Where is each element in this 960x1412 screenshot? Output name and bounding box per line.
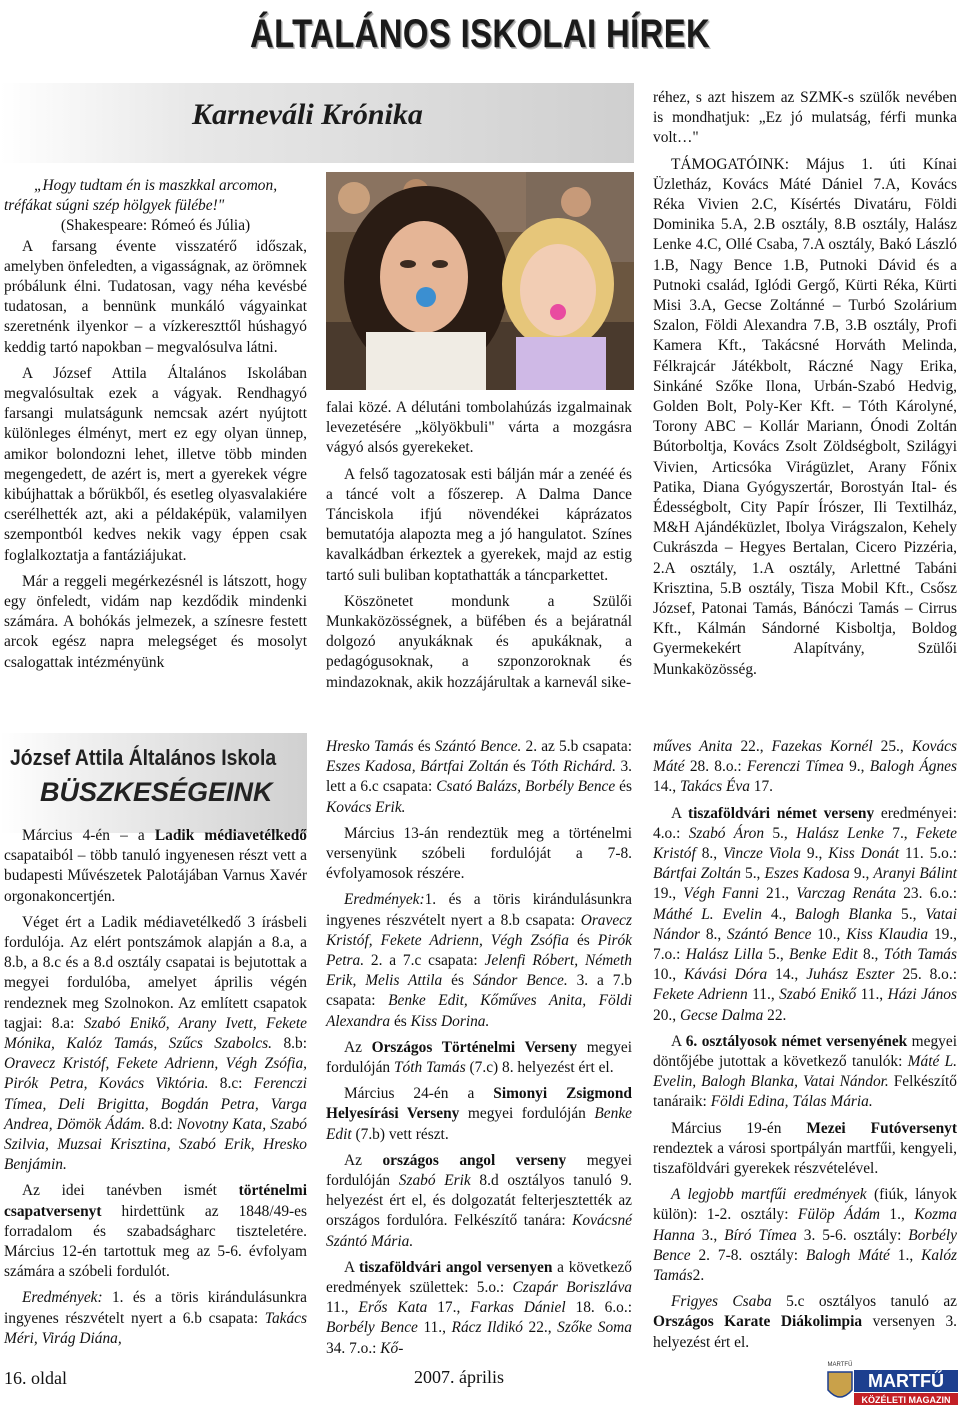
- text-run: 17.: [749, 778, 773, 796]
- text-run: Március 4-én – a: [22, 827, 155, 844]
- italic-name: Tóth Richárd.: [530, 758, 616, 776]
- text-run: 19.,: [653, 885, 684, 903]
- text-run: 2. 7-8. osztály:: [690, 1246, 806, 1264]
- text-run: 1. és a töris kirándulásunkra ingyenes részvételt nyert a 6.b csapata:: [4, 1289, 307, 1327]
- article1-column-1: [4, 176, 307, 679]
- italic-name: Hresko Tamás: [326, 738, 414, 755]
- italic-name: Máté L. Evelin, Balogh Blanka, Vatai Nándor.: [653, 1053, 957, 1091]
- paragraph: Már a reggeli megérkezésnél is látszott, hogy egy önfeledt, vidám nap kezdődik mindenki számára. A bohókás jelmezek, a színesre festett arcok egész napra melegséget és mosolyt csalogattak intézményünk: [4, 572, 307, 671]
- text-run: 5.c osztályos tanuló az: [771, 1293, 957, 1311]
- quote-line-1: „Hogy tudtam én is maszkkal arcomon,: [33, 177, 278, 194]
- text-run: hirdettünk az 1848/49-es forradalom és szabadságharc tiszteletére. Március 12-én tartottuk meg az 5-6. évfolyam számára a szóbeli fordulót.: [4, 1202, 307, 1281]
- paragraph: A farsang évente visszatérő időszak, amelyben önfeledten, a vigasságnak, az örömnek próbálunk élni. Tudatosan, vagy néha kevésbé tudatosan, a bennünk munkáló vágyainkat szeretnénk ilyenkor – a vízkereszttől húshagyó keddig tartó napokban – megvalósulva látni.: [4, 237, 307, 356]
- text-run: Március 13-án rendeztük meg a történelmi versenyünk szóbeli fordulóját a 7-8. évfolyamosok részére.: [326, 824, 632, 883]
- paragraph: réhez, s azt hiszem az SZMK-s szülők nevében is mondhatjuk: „Ez jó mulatság, férfi munka volt…": [653, 89, 957, 147]
- text-run: 11.,: [747, 986, 780, 1004]
- text-run: 28. 8.o.:: [684, 758, 747, 776]
- text-run: megyei fordulóján: [326, 1151, 632, 1190]
- text-run: és: [508, 758, 531, 776]
- paragraph: [653, 1185, 957, 1286]
- article2-column-2: [326, 737, 632, 1365]
- italic-name: Máthé L. Evelin: [653, 905, 762, 923]
- text-run: 22.,: [522, 1319, 558, 1337]
- italic-name: Szabó Enikő: [779, 986, 857, 1004]
- italic-name: Erős Kata: [358, 1299, 428, 1317]
- text-run: rendeztek a városi sportpályán martfűi, kengyeli, tiszaföldvári gyerekek részvételével.: [653, 1139, 957, 1178]
- coat-of-arms-icon: [828, 1372, 852, 1397]
- text-run: 1. és a töris kirándulásunkra ingyenes részvételt nyert a 8.b csapata:: [326, 891, 632, 929]
- text-run: 11.,: [856, 986, 888, 1004]
- text-run: 3. lett a 6.c csapata:: [326, 758, 632, 796]
- text-run: 8.,: [695, 845, 723, 863]
- italic-name: műves Anita: [653, 738, 733, 755]
- italic-name: Takács Méri, Virág Diána,: [4, 1309, 307, 1347]
- carnival-photo: [326, 172, 634, 390]
- italic-name: Frigyes Csaba: [671, 1293, 772, 1311]
- italic-name: Eszes Kadosa, Bártfai Zoltán: [326, 758, 509, 776]
- bold-text: Mezei Futóversenyt: [806, 1119, 958, 1137]
- text-run: 7.,: [883, 824, 916, 842]
- paragraph: [326, 1258, 632, 1359]
- italic-name: Aranyi Bálint: [873, 865, 957, 883]
- italic-name: Fekete Kristóf: [653, 824, 957, 863]
- italic-name: Benke Edit, Kőműves Anita, Földi Alexandra: [326, 992, 632, 1030]
- text-run: Véget ért a Ladik médiavetélkedő 3 írásbeli fordulója. Az elért pontszámok alapján a 8.a, a 8.b, a 8.c és a 8.d osztály csapatai is bejutottak a megyei fordulóba, amelyet április végén rendeznek meg Szolnokon. Az említett csapatok tagjai: 8.a:: [4, 913, 307, 1032]
- text-run: a következő eredmények születtek: 5.o.:: [326, 1258, 632, 1297]
- paragraph: falai közé. A délutáni tombolahúzás izgalmainak levezetésére „kölyökbuli" várta a mozgásra vágyó alsós gyerekeket.: [326, 399, 632, 457]
- italic-name: Kávási Dóra: [684, 966, 768, 984]
- text-run: Március 19-én: [671, 1119, 807, 1137]
- text-run: 25.,: [872, 738, 912, 755]
- text-run: 3. 5-6. osztály:: [796, 1226, 909, 1244]
- text-run: 4.,: [761, 905, 796, 923]
- bold-text: országos angol verseny: [382, 1151, 567, 1169]
- article2-column-1: [4, 826, 307, 1355]
- text-run: 14.,: [653, 778, 680, 796]
- italic-name: Fekete Adrienn: [653, 986, 748, 1004]
- paragraph: [326, 1084, 632, 1145]
- italic-name: Kiss Dorina.: [410, 1012, 490, 1030]
- text-run: 3. a 7.b csapata:: [326, 972, 633, 1010]
- text-run: 8.c:: [208, 1075, 254, 1093]
- italic-name: Pirók Petra.: [326, 931, 632, 970]
- paragraph: [653, 1292, 957, 1353]
- text-run: Március 24-én a: [344, 1085, 494, 1103]
- text-run: Az: [344, 1038, 372, 1056]
- italic-name: Szabó Enikő, Arany Ivett, Fekete Mónika, Kalóz Tamás, Szűcs Szabolcs.: [4, 1014, 307, 1053]
- logo-main: MARTFŰ: [868, 1371, 944, 1391]
- italic-name: Balogh Ágnes: [869, 758, 957, 776]
- text-run: A: [671, 804, 689, 822]
- text-run: 2. az 5.b csapata:: [521, 738, 632, 755]
- italic-name: Benke Edit: [326, 1105, 632, 1143]
- text-run: 11.,: [417, 1319, 452, 1337]
- paragraph: A József Attila Általános Iskolában megvalósultak ezek a vágyak. Rendhagyó farsangi mulatságunk nemcsak azért nyújtott különleges élményt, mert ez egy olyan ünnep, amikor bolondozni lehet, illetve több minden megengedett, de azért is, mert a gyerekek végre kibújhattak a bőrükből, és esetleg olyasvalakiére cserélhették azt, aki a példaképük, valamilyen szempontból kedves nekik vagy éppen csak foglalkoztatja a fantáziájukat.: [4, 364, 307, 564]
- text-run: 8.d osztályos tanuló 9. helyezést ért el, és dolgozatát felterjesztették az országos fordulóra. Felkészítő tanára:: [326, 1172, 632, 1230]
- text-run: Az idei tanévben ismét: [22, 1182, 239, 1200]
- text-run: 17.,: [427, 1299, 471, 1317]
- italic-name: Szőke Soma: [557, 1319, 632, 1337]
- text-run: 8.,: [700, 925, 728, 943]
- text-run: 22.: [763, 1006, 787, 1024]
- italic-name: Gecse Dalma: [679, 1006, 764, 1024]
- italic-name: Benke Edit: [789, 946, 858, 964]
- italic-name: Vincze Viola: [723, 845, 801, 863]
- text-run: versenyen 3. helyezést ért el.: [653, 1313, 957, 1351]
- text-run: 9.,: [801, 845, 829, 863]
- text-run: és: [568, 931, 598, 949]
- italic-name: Juhász Eszter: [806, 966, 895, 984]
- text-run: 18. 6.o.:: [565, 1299, 633, 1317]
- paragraph: [326, 824, 632, 885]
- bold-text: tiszaföldvári német verseny: [688, 804, 875, 822]
- text-run: 9.,: [843, 758, 870, 776]
- italic-name: Eredmények:: [22, 1289, 103, 1307]
- bold-text: Ladik médiavetélkedő: [154, 827, 307, 844]
- paragraph: [4, 1181, 307, 1282]
- text-run: 2.: [692, 1267, 705, 1285]
- text-run: 5.,: [892, 905, 926, 923]
- paragraph: [653, 804, 957, 1026]
- text-run: 21.,: [758, 885, 797, 903]
- italic-name: Csató Balázs, Borbély Bence: [436, 778, 616, 796]
- italic-name: Fülöp Ádám: [797, 1206, 880, 1224]
- italic-name: Bártfai Zoltán: [653, 865, 741, 883]
- text-run: megyei fordulóján: [326, 1038, 632, 1077]
- logo-sub: KÖZÉLETI MAGAZIN: [861, 1395, 951, 1405]
- text-run: eredményei: 4.o.:: [653, 804, 957, 842]
- text-run: és: [413, 738, 435, 755]
- text-run: megyei fordulóján: [459, 1105, 595, 1123]
- section-title: ÁLTALÁNOS ISKOLAI HÍREK: [250, 12, 711, 56]
- text-run: 22.,: [732, 738, 772, 755]
- text-run: és: [390, 1012, 411, 1030]
- italic-name: Balogh Máté: [805, 1246, 890, 1264]
- page-number: 16. oldal: [4, 1368, 67, 1388]
- text-run: 8.,: [857, 946, 884, 964]
- italic-name: Ferenczi Tímea, Deli Brigitta, Bogdán Petra, Varga Andrea, Dömök Ádám.: [4, 1075, 307, 1133]
- paragraph: [4, 1288, 307, 1349]
- text-run: Felkészítő tanáraik:: [653, 1073, 957, 1111]
- italic-name: Végh Fanni: [683, 885, 759, 903]
- italic-name: Eszes Kadosa: [764, 865, 850, 883]
- school-name: József Attila Általános Iskola: [10, 745, 277, 770]
- bold-text: történelmi csapatversenyt: [4, 1182, 307, 1220]
- quote-line-2: tréfákat súgni szép hölgyek fülébe!": [4, 197, 225, 215]
- paragraph: [326, 1151, 632, 1252]
- italic-name: Házi János: [887, 986, 957, 1004]
- text-run: 34. 7.o.:: [326, 1339, 381, 1357]
- text-run: 11. 5.o.:: [899, 845, 957, 863]
- italic-name: Eredmények:: [344, 891, 425, 909]
- text-run: 1.,: [889, 1246, 922, 1264]
- italic-name: A legjobb martfűi eredmények: [671, 1186, 867, 1204]
- text-run: 20.,: [653, 1006, 680, 1024]
- text-run: 5.,: [762, 946, 790, 964]
- italic-name: Bíró Tímea: [724, 1226, 797, 1244]
- text-run: és: [442, 972, 473, 990]
- italic-name: Szabó Áron: [688, 824, 765, 842]
- italic-name: Oravecz Kristóf, Fekete Adrienn, Végh Zsófia: [326, 911, 632, 949]
- italic-name: Tóth Tamás: [883, 946, 957, 964]
- text-run: 2. a 7.c csapata:: [364, 952, 485, 970]
- italic-name: Vatai Nándor: [653, 905, 958, 943]
- italic-name: Kovács Máté: [653, 738, 957, 776]
- italic-name: Szabó Erik: [398, 1172, 471, 1190]
- italic-name: Szántó Bence: [727, 925, 812, 943]
- paragraph: [653, 1119, 957, 1180]
- logo-top: MARTFŰ: [827, 1362, 853, 1368]
- paragraph: [4, 826, 307, 907]
- paragraph: [326, 737, 632, 818]
- italic-name: Borbély Bence: [653, 1226, 957, 1264]
- article-title: Karneváli Krónika: [192, 98, 423, 131]
- text-run: 19., 7.o.:: [653, 925, 958, 964]
- italic-name: Földi Edina, Tálas Mária.: [710, 1093, 873, 1111]
- text-run: A: [344, 1258, 360, 1276]
- quote-source: (Shakespeare: Rómeó és Júlia): [60, 217, 251, 235]
- issue-date: 2007. április: [414, 1367, 504, 1387]
- text-run: A: [671, 1032, 686, 1050]
- italic-name: Farkas Dániel: [470, 1299, 566, 1317]
- italic-name: Tóth Tamás: [393, 1059, 466, 1077]
- paragraph: [653, 1032, 957, 1113]
- bold-text: Simonyi Zsigmond Helyesírási Verseny: [326, 1085, 632, 1123]
- italic-name: Oravecz Kristóf, Fekete Adrienn, Végh Zsófia, Pirók Petra, Kovács Viktória.: [4, 1055, 307, 1093]
- italic-name: Halász Lenke: [796, 824, 884, 842]
- italic-name: Sándor Bence.: [472, 972, 568, 990]
- italic-name: Kozma Hanna: [653, 1206, 957, 1244]
- paragraph: [653, 737, 957, 798]
- text-run: 14.,: [767, 966, 807, 984]
- text-run: csapataiból – több tanuló ingyenesen részt vett a budapesti Művészetek Palotájában Varnus Xavér orgonakoncertjén.: [4, 847, 307, 905]
- text-run: 8.b:: [272, 1035, 307, 1053]
- paragraph: Köszönetet mondunk a Szülői Munkaközösségnek, a büfében és a bejáratnál dolgozó anyukáknak és apukáknak, a pedagógusoknak, a szponzoroknak és mindazoknak, akik hozzájárultak a karnevál sike-: [326, 592, 632, 691]
- italic-name: Halász Lilla: [685, 946, 763, 964]
- text-run: Az: [344, 1151, 383, 1169]
- italic-name: Jelenfi Róbert, Németh Erik, Melis Attila: [326, 952, 632, 990]
- magazine-logo: [824, 1360, 960, 1407]
- text-run: 8.d:: [145, 1115, 177, 1133]
- italic-name: Kovácsné Szántó Mária.: [326, 1212, 632, 1250]
- italic-name: Fazekas Kornél: [771, 738, 873, 755]
- italic-name: Ferenczi Tímea: [746, 758, 844, 776]
- italic-name: Kalóz Tamás: [653, 1246, 957, 1285]
- paragraph: [326, 890, 632, 1031]
- text-run: 3.,: [694, 1226, 725, 1244]
- italic-name: Varczag Renáta: [796, 885, 897, 903]
- italic-name: Czapár Boriszláva: [512, 1279, 632, 1297]
- bold-text: 6. osztályosok német versenyének: [685, 1032, 908, 1050]
- text-run: (fiúk, lányok külön): 1-2. osztály:: [653, 1186, 957, 1224]
- text-run: 9.,: [849, 865, 874, 883]
- article1-column-2: [326, 398, 632, 699]
- italic-name: Takács Éva: [679, 778, 750, 796]
- paragraph: [326, 1038, 632, 1078]
- text-run: 5.,: [740, 865, 765, 883]
- paragraph: [4, 913, 307, 1176]
- text-run: 5.,: [764, 824, 797, 842]
- sponsors-paragraph: TÁMOGATÓINK: Május 1. úti Kínai Üzletház, Kovács Máté Dániel 7.A, Kovács Réka Vivien 2.C, Kísértés Divatáru, Földi Dominika 5.A, 2.B osztály, 8.B osztály, Halász Lenke 4.C, Ollé Csaba, 7.A osztály, Bakó László 1.B, Nagy Bence 1.B, Putnoki Dávid és a Putnoki család, Iglódi Gergő, Kürti Réka, Kürti Misi 3.A, Gecse Zoltánné – Turbó Szolárium Szalon, Földi Alexandra 7.B, 3.B osztály, Profi Kamera Kft., Takácsné Horváth Melinda, Félkrajcár Játékbolt, Ráczné Nagy Erika, Sinkáné Szőke Ilona, Urbán-Szabó Hedvig, Golden Bolt, Poly-Ker Kft. – Tóth Károlyné, Torony ABC – Kollár Mariann, Ónodi Zoltán Bútorboltja, Kovács Zsolt Zöldségbolt, Szilágyi Vivien, Articsóka Virágüzlet, Arany Főnix Patika, Diana Gyógyszertár, Borostyán Ital- és Édességbolt, City Papír Írószer, Ili Textilház, M&H Ajándéküzlet, Ibolya Virágszalon, Kehely Cukrászda – Hegyes Bertalan, Cicero Pizzéria, 2.A osztály, 1.A osztály, Arlettné Tabáni Krisztina, 5.B osztály, Tisza Mobil Kft., Csősz József, Patonai Tamás, Bánóczi Tamás – Cirrus Kft., Kálmán Sándorné Kisboltja, Boldog Gyermekekért Alapítvány, Szülői Munkaközösség.: [653, 155, 957, 678]
- bold-text: Országos Történelmi Verseny: [371, 1038, 578, 1056]
- italic-name: Novotny Kata, Szabó Szilvia, Muzsai Krisztina, Szabó Erik, Hresko Benjámin.: [4, 1115, 307, 1174]
- text-run: megyei döntőjébe jutottak a következő tanulók:: [653, 1032, 957, 1071]
- italic-name: Kiss Donát: [828, 845, 900, 863]
- italic-name: Szántó Bence.: [434, 738, 522, 755]
- text-run: 10.,: [811, 925, 847, 943]
- paragraph: A felső tagozatosak esti bálján már a zenéé és a táncé volt a főszerep. A Dalma Dance Tánciskola ifjú növendékei káprázatos bemutatója alapozta meg a jó hangulatot. Színes kavalkádban érkeztek a gyerekek, majd az estig tartó suli buliban koptathatták a táncparkettet.: [326, 465, 632, 584]
- text-run: 10.,: [653, 966, 685, 984]
- text-run: (7.c) 8. helyezést ért el.: [465, 1059, 614, 1077]
- article2-column-3: [653, 737, 957, 1359]
- article2-title: BÜSZKESÉGEINK: [40, 777, 273, 807]
- italic-name: Kő-: [380, 1339, 404, 1357]
- text-run: 11.,: [326, 1299, 359, 1317]
- italic-name: Balogh Blanka: [795, 905, 893, 923]
- italic-name: Kovács Erik.: [326, 798, 406, 816]
- article1-column-3: [653, 88, 957, 686]
- italic-name: Rácz Ildikó: [451, 1319, 523, 1337]
- italic-name: Kiss Klaudia: [846, 925, 929, 943]
- text-run: (7.b) vett részt.: [351, 1125, 449, 1143]
- text-run: 1.,: [880, 1206, 915, 1224]
- text-run: és: [615, 778, 632, 796]
- text-run: 25. 8.o.:: [894, 966, 957, 984]
- text-run: 23. 6.o.:: [896, 885, 958, 903]
- bold-text: tiszaföldvári angol versenyen: [359, 1258, 553, 1276]
- italic-name: Borbély Bence: [326, 1319, 418, 1337]
- bold-text: Országos Karate Diákolimpia: [653, 1313, 863, 1331]
